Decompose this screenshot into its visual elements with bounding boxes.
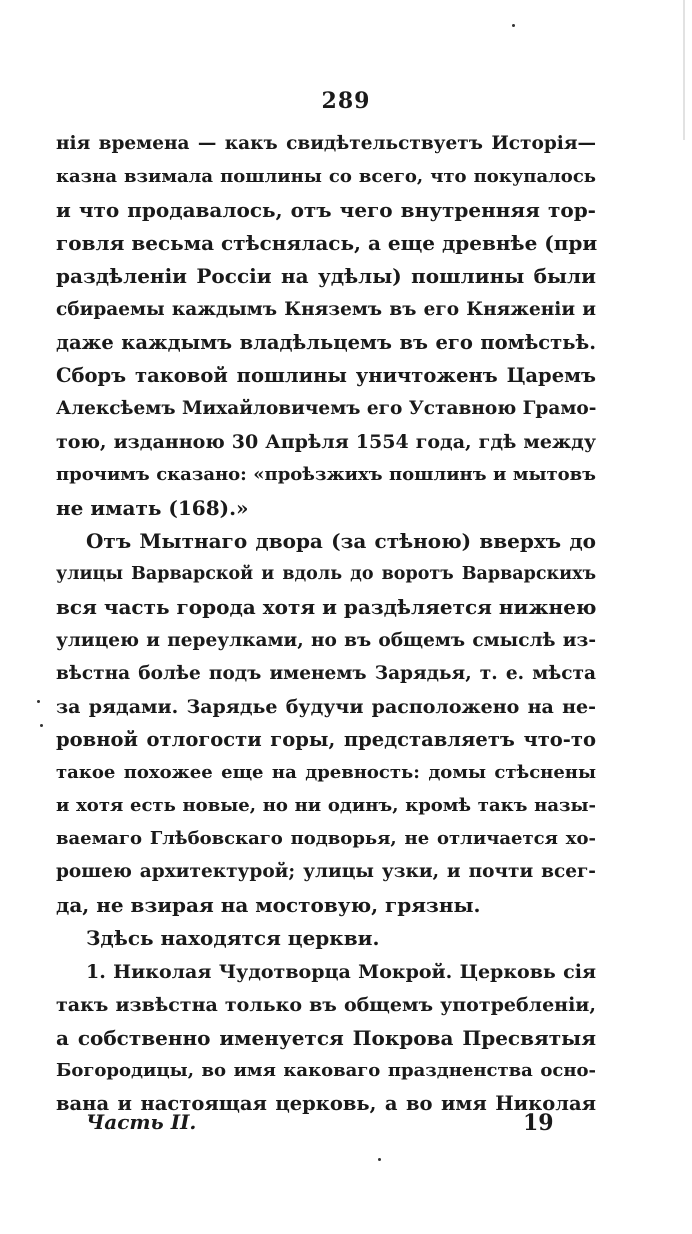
text-line: сбираемы каждымъ Княземъ въ его Княженіи и (56, 299, 596, 320)
print-speck (378, 1158, 381, 1161)
page-number: 289 (321, 88, 371, 114)
text-line: улицы Варварской и вдоль до воротъ Варварскихъ (56, 564, 596, 584)
text-line: такъ извѣстна только въ общемъ употребленіи, (56, 994, 596, 1016)
sheet-number: 19 (523, 1110, 554, 1136)
text-line: вана и настоящая церковь, а во имя Николая (56, 1092, 596, 1115)
text-line: да, не взирая на мостовую, грязны. (56, 893, 481, 917)
print-speck (512, 24, 515, 27)
text-line: не имать (168).» (56, 496, 249, 520)
text-line: а собственно именуется Покрова Пресвятыя (56, 1026, 596, 1050)
print-speck (40, 724, 43, 727)
text-line: прочимъ сказано: «проѣзжихъ пошлинъ и мытовъ (56, 464, 596, 485)
text-line: нія времена — какъ свидѣтельствуетъ Исторія— (56, 133, 596, 154)
text-line: и что продавалось, отъ чего внутренняя тор- (56, 198, 596, 222)
text-line: за рядами. Зарядье будучи расположено на не- (56, 696, 596, 718)
text-line: Отъ Мытнаго двора (за стѣною) вверхъ до (86, 529, 596, 553)
text-line: Здѣсь находятся церкви. (86, 926, 380, 950)
text-line: тою, изданною 30 Апрѣля 1554 года, гдѣ между (56, 431, 596, 453)
text-line: и хотя есть новые, но ни одинъ, кромѣ такъ назы- (56, 795, 596, 816)
page-edge-shadow (683, 0, 685, 140)
text-line: казна взимала пошлины со всего, что покупалось (56, 166, 596, 187)
text-line: такое похожее еще на древность: домы стѣснены (56, 762, 596, 783)
text-line: ваемаго Глѣбовскаго подворья, не отличается хо- (56, 828, 596, 849)
text-line: Сборъ таковой пошлины уничтоженъ Царемъ (56, 364, 596, 387)
text-line: раздѣленіи Россіи на удѣлы) пошлины были (56, 264, 596, 288)
text-line: ровной отлогости горы, представляетъ что-то (56, 728, 596, 751)
text-line: говля весьма стѣснялась, а еще древнѣе (при (56, 231, 598, 255)
text-line: улицею и переулками, но въ общемъ смыслѣ из- (56, 630, 596, 651)
text-line: Алексѣемъ Михайловичемъ его Уставною Грамо- (56, 398, 597, 419)
text-line: Богородицы, во имя каковаго праздненства осно- (56, 1060, 596, 1081)
text-line: 1. Николая Чудотворца Мокрой. Церковь сія (86, 961, 596, 983)
text-line: рошею архитектурой; улицы узки, и почти всег- (56, 861, 596, 882)
text-line: вѣстна болѣе подъ именемъ Зарядья, т. е. мѣста (56, 663, 596, 684)
text-line: даже каждымъ владѣльцемъ въ его помѣстьѣ. (56, 331, 596, 354)
print-speck (37, 700, 40, 703)
signature-mark: Часть II. (86, 1110, 197, 1134)
text-line: вся часть города хотя и раздѣляется нижнею (56, 595, 597, 619)
